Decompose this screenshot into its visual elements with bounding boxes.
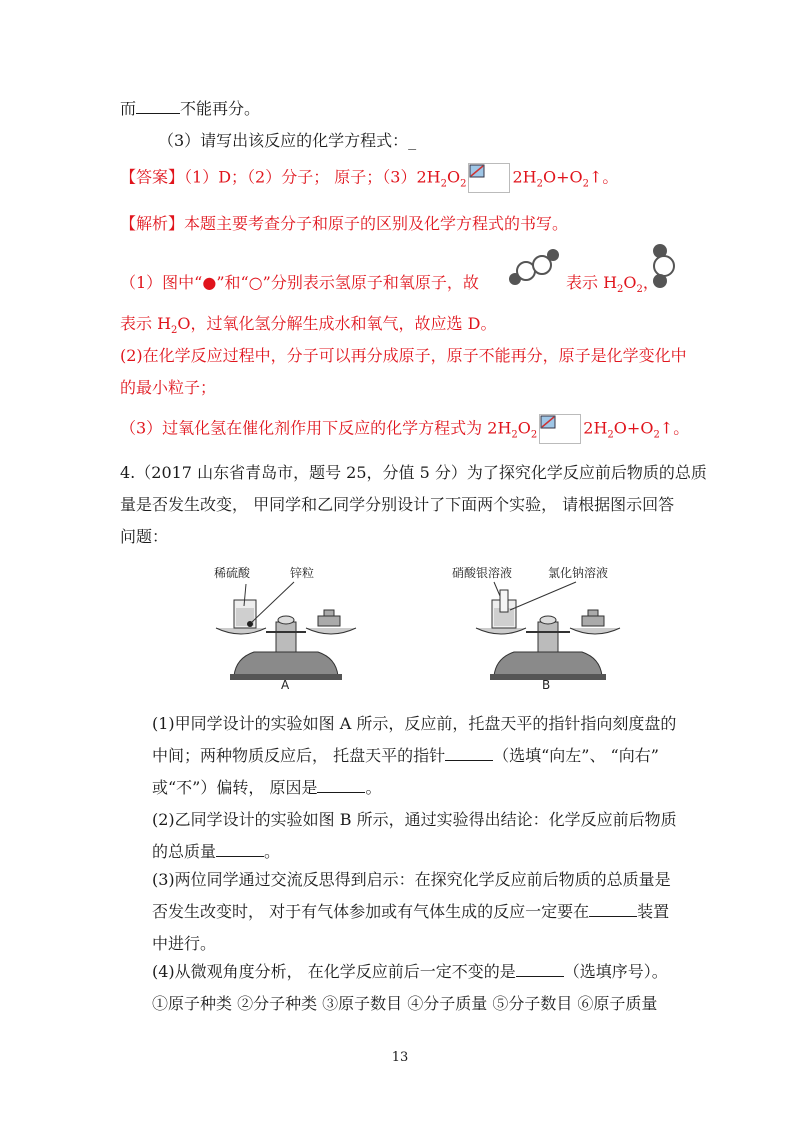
apparatus-blank[interactable] bbox=[589, 902, 637, 917]
analysis-p3-text-e: ↑。 bbox=[659, 418, 690, 438]
q4-stem-3: 问题： bbox=[120, 527, 169, 546]
analysis-p1-line2-b: O，过氧化氢分解生成水和氧气，故应选 D。 bbox=[177, 314, 497, 333]
balance-a-drawing bbox=[206, 566, 366, 696]
analysis-p3: （3）过氧化氢在催化剂作用下反应的化学方程式为 $2H_2O_2$ $2H_2O+O_2↑$。 bbox=[120, 414, 689, 447]
q4-line-3 bbox=[120, 526, 168, 548]
q4-s1-text-1: (1)甲同学设计的实验如图 A 所示，反应前，托盘天平的指针指向刻度盘的 bbox=[152, 714, 677, 733]
balance-b-drawing bbox=[464, 566, 634, 696]
q4-s1-text-2a: 中间；两种物质反应后， 托盘天平的指针 bbox=[152, 746, 446, 765]
answer-line: 【答案】（1）D；（2）分子； 原子；$(3)2H_2O_2$ $2H_2O+O_2↑$。 bbox=[120, 163, 618, 196]
q3-line-1 bbox=[120, 98, 260, 120]
q4-s4-text-1a: (4)从微观角度分析， 在化学反应前后一定不变的是 bbox=[152, 962, 516, 981]
q4-s2-text-1: (2)乙同学设计的实验如图 B 所示，通过实验得出结论：化学反应前后物质 bbox=[152, 810, 677, 829]
q4-s4-line-1 bbox=[152, 961, 668, 983]
q3-line2-text: （3）请写出该反应的化学方程式：_ bbox=[158, 131, 417, 150]
h2o2-molecule-icon bbox=[504, 247, 564, 287]
q4-stem-2: 量是否发生改变， 甲同学和乙同学分别设计了下面两个实验， 请根据图示回答 bbox=[120, 495, 675, 514]
q4-s4-options bbox=[152, 993, 657, 1015]
pointer-direction-blank[interactable] bbox=[445, 746, 493, 761]
reason-blank[interactable] bbox=[317, 778, 365, 793]
analysis-tag: 【解析】 bbox=[120, 214, 185, 233]
analysis-p2-line2 bbox=[120, 377, 216, 399]
analysis-p1-text-c: O bbox=[623, 273, 637, 292]
analysis-p3-text-a: （3）过氧化氢在催化剂作用下反应的化学方程式为 2H bbox=[120, 418, 512, 438]
analysis-p1-text-b: 表示 H bbox=[566, 273, 618, 292]
page-number: 13 bbox=[391, 1050, 409, 1065]
q4-s4-text-1b: （选填序号）。 bbox=[563, 962, 668, 981]
q3-line-2 bbox=[158, 130, 416, 152]
q4-s2-text-2b: 。 bbox=[264, 842, 281, 861]
q4-s1-line-3 bbox=[152, 777, 381, 799]
q4-s1-line-2 bbox=[152, 745, 659, 767]
answer-product: 2H bbox=[512, 167, 537, 187]
q4-s3-line-1 bbox=[152, 869, 671, 891]
q4-s1-text-3b: 。 bbox=[365, 778, 382, 797]
q4-stem-1: 4.（2017 山东省青岛市，题号 25，分值 5 分）为了探究化学反应前后物质的总质 bbox=[120, 463, 707, 482]
q4-s3-text-1: (3)两位同学通过交流反思得到启示：在探究化学反应前后物质的总质量是 bbox=[152, 870, 671, 889]
analysis-intro bbox=[120, 213, 568, 235]
q3-line1-text-b: 不能再分。 bbox=[180, 99, 261, 118]
figure-a-caption: A bbox=[281, 678, 290, 692]
analysis-p1-line2: 表示 $H_2O$，过氧化氢分解生成水和氧气，故应选 D。 bbox=[120, 314, 497, 337]
q3-line1-text-a: 而 bbox=[120, 99, 137, 118]
analysis-intro-text: 本题主要考查分子和原子的区别及化学方程式的书写。 bbox=[184, 214, 569, 233]
answer-blank[interactable] bbox=[136, 99, 180, 114]
figure-a-balance bbox=[206, 566, 366, 696]
unchanged-items-blank[interactable] bbox=[516, 962, 564, 977]
figure-b-balance bbox=[452, 566, 634, 696]
q4-s3-text-2b: 装置 bbox=[637, 902, 670, 921]
analysis-p1-text-a: （1）图中“●”和“○”分别表示氢原子和氧原子，故 bbox=[120, 273, 479, 292]
q4-s2-line-1 bbox=[152, 809, 677, 831]
q4-s4-options-text: ①原子种类 ②分子种类 ③原子数目 ④分子质量 ⑤分子数目 ⑥原子质量 bbox=[152, 994, 658, 1013]
figure-b-label-silver-nitrate: 硝酸银溶液 bbox=[452, 566, 513, 580]
analysis-p2-text-1: (2)在化学反应过程中，分子可以再分成原子，原子不能再分，原子是化学变化中 bbox=[120, 346, 687, 365]
answer-o: O bbox=[446, 167, 461, 187]
answer-arrow: ↑。 bbox=[589, 167, 619, 187]
catalyst-condition-image bbox=[539, 414, 581, 444]
q4-s1-text-3a: 或“不”）偏转， 原因是 bbox=[152, 778, 318, 797]
analysis-p1-text-d: ， bbox=[642, 273, 659, 292]
analysis-p3-text-d: O+O bbox=[613, 418, 654, 438]
q4-s3-line-3 bbox=[152, 933, 216, 955]
figure-a-label-acid: 稀硫酸 bbox=[214, 566, 251, 580]
q4-line-2 bbox=[120, 494, 674, 516]
analysis-p3-text-b: O bbox=[517, 418, 531, 438]
q4-s1-line-1 bbox=[152, 713, 676, 735]
figure-b-label-sodium-chloride: 氯化钠溶液 bbox=[548, 566, 609, 580]
q4-s3-text-3: 中进行。 bbox=[152, 934, 217, 953]
q4-s3-line-2 bbox=[152, 901, 669, 923]
analysis-p2-line1 bbox=[120, 345, 687, 367]
analysis-p1-line1-b: 表示 $H_2O_2$， bbox=[566, 273, 659, 296]
analysis-p1-line1 bbox=[120, 272, 479, 294]
analysis-p2-text-2: 的最小粒子； bbox=[120, 378, 217, 397]
q4-line-1 bbox=[120, 462, 707, 484]
q4-s2-text-2a: 的总质量 bbox=[152, 842, 217, 861]
analysis-p3-text-c: 2H bbox=[583, 418, 608, 438]
q4-s1-text-2b: （选填“向左”、 “向右” bbox=[493, 746, 659, 765]
figure-b-caption: B bbox=[542, 678, 551, 692]
answer-text: （1）D；（2）分子； 原子；（3）2H bbox=[184, 167, 441, 187]
analysis-p1-line2-a: 表示 H bbox=[120, 314, 172, 333]
answer-product-2: O+O bbox=[543, 167, 583, 187]
q4-s3-text-2a: 否发生改变时， 对于有气体参加或有气体生成的反应一定要在 bbox=[152, 902, 590, 921]
catalyst-condition-image bbox=[468, 163, 510, 193]
total-mass-blank[interactable] bbox=[216, 842, 264, 857]
q4-s2-line-2 bbox=[152, 841, 280, 863]
answer-tag: 【答案】 bbox=[120, 167, 185, 187]
figure-a-label-zinc: 锌粒 bbox=[290, 566, 315, 580]
